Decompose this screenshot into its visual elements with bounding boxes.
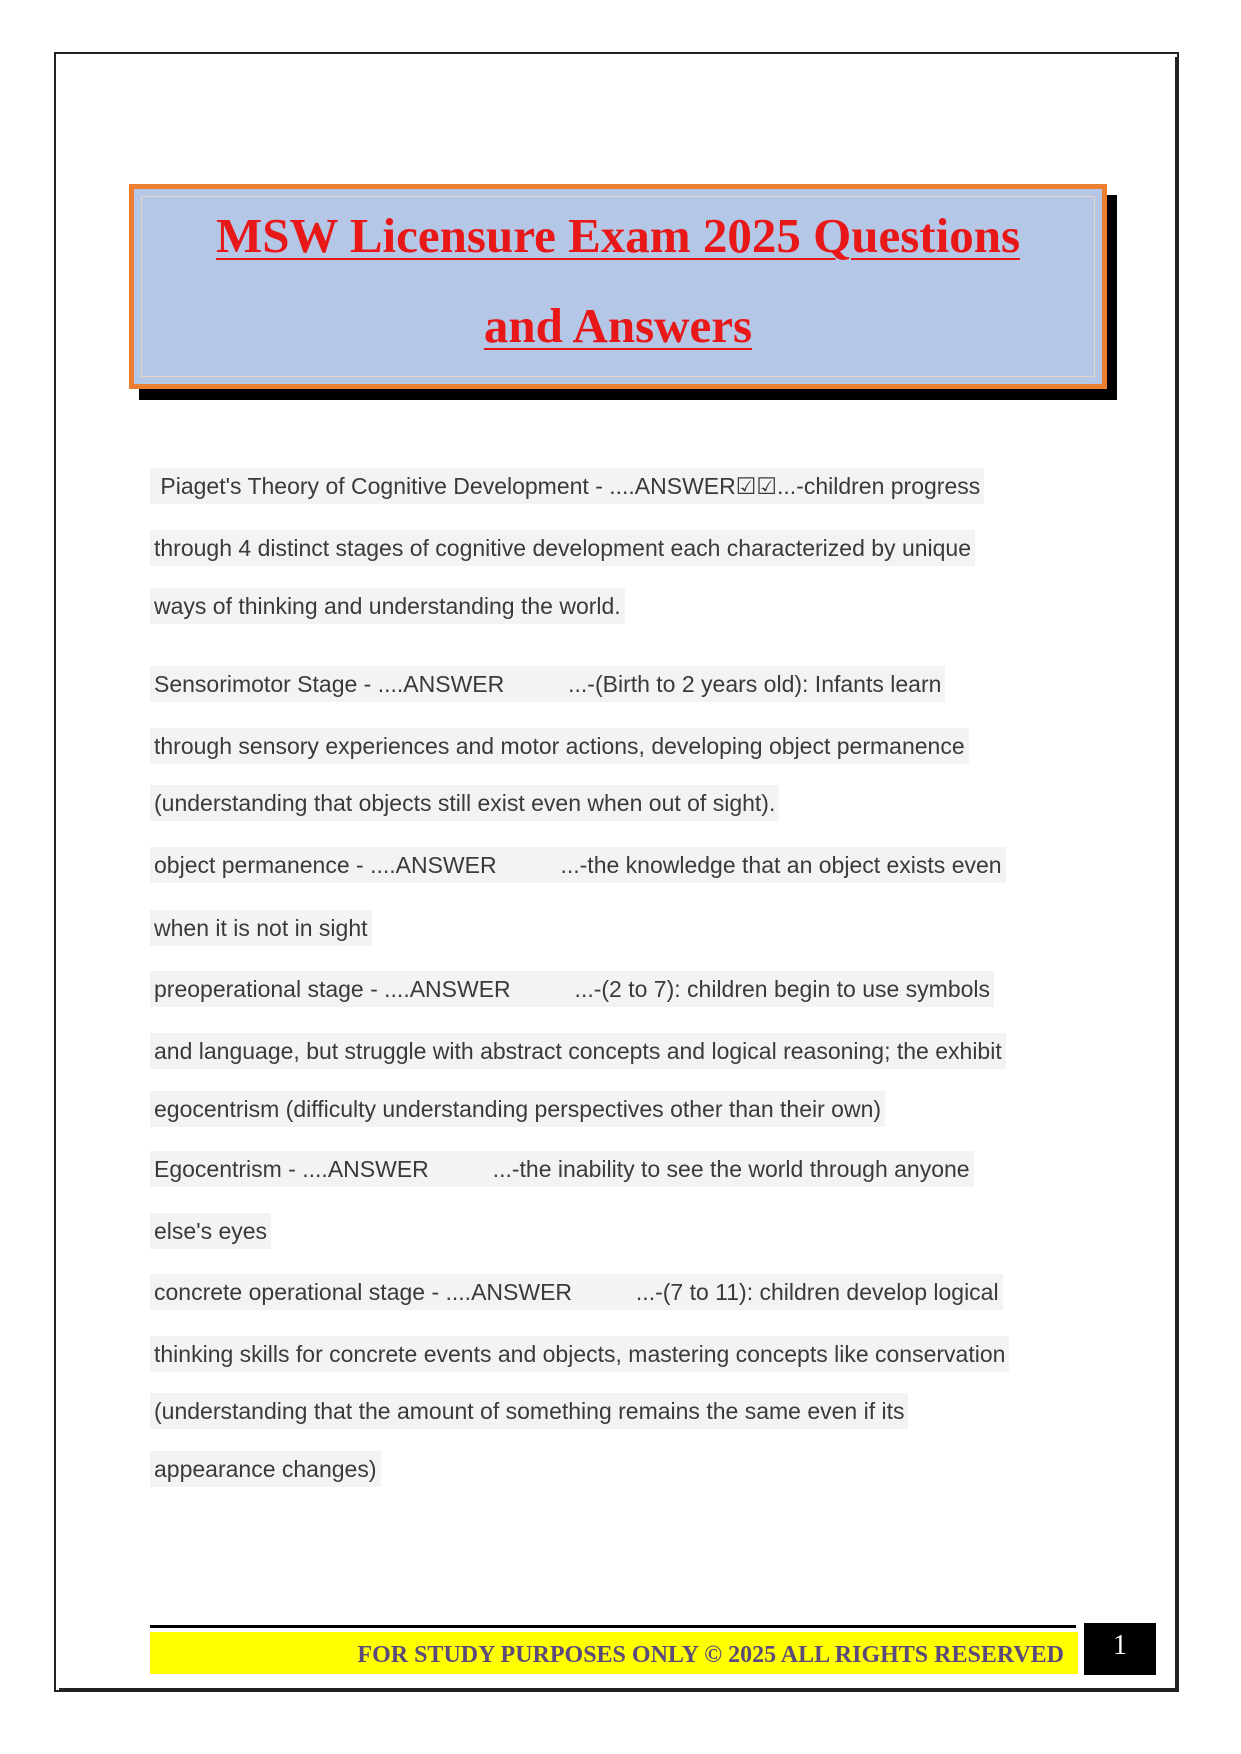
content-line: object permanence - ....ANSWER ...-the knowledge that an object exists even — [150, 847, 1006, 883]
content-line: (understanding that the amount of something remains the same even if its — [150, 1393, 908, 1429]
content-line: when it is not in sight — [150, 910, 372, 946]
page-number: 1 — [1084, 1623, 1156, 1675]
document-title-line-2: and Answers — [483, 298, 753, 353]
content-line: and language, but struggle with abstract concepts and logical reasoning; the exhibit — [150, 1033, 1006, 1069]
content-line: concrete operational stage - ....ANSWER ...-(7 to 11): children develop logical — [150, 1274, 1003, 1310]
document-title-line-1: MSW Licensure Exam 2025 Questions — [215, 208, 1021, 263]
content-line: preoperational stage - ....ANSWER ...-(2 to 7): children begin to use symbols — [150, 971, 994, 1007]
content-line: Egocentrism - ....ANSWER ...-the inability to see the world through anyone — [150, 1151, 974, 1187]
title-box — [129, 184, 1107, 389]
content-line: appearance changes) — [150, 1451, 381, 1487]
content-line: (understanding that objects still exist even when out of sight). — [150, 785, 779, 821]
content-line: else's eyes — [150, 1213, 271, 1249]
content-line: egocentrism (difficulty understanding perspectives other than their own) — [150, 1091, 885, 1127]
content-line: Sensorimotor Stage - ....ANSWER ...-(Birth to 2 years old): Infants learn — [150, 666, 945, 702]
footer-text: FOR STUDY PURPOSES ONLY © 2025 ALL RIGHTS RESERVED — [357, 1642, 1064, 1668]
content-line: Piaget's Theory of Cognitive Development - ....ANSWER☑☑...-children progress — [150, 468, 984, 504]
footer-rule — [150, 1625, 1076, 1628]
content-line: through 4 distinct stages of cognitive development each characterized by unique — [150, 530, 975, 566]
footer-bar — [150, 1632, 1078, 1674]
content-line: ways of thinking and understanding the world. — [150, 588, 625, 624]
content-line: through sensory experiences and motor actions, developing object permanence — [150, 728, 969, 764]
content-line: thinking skills for concrete events and objects, mastering concepts like conservation — [150, 1336, 1009, 1372]
